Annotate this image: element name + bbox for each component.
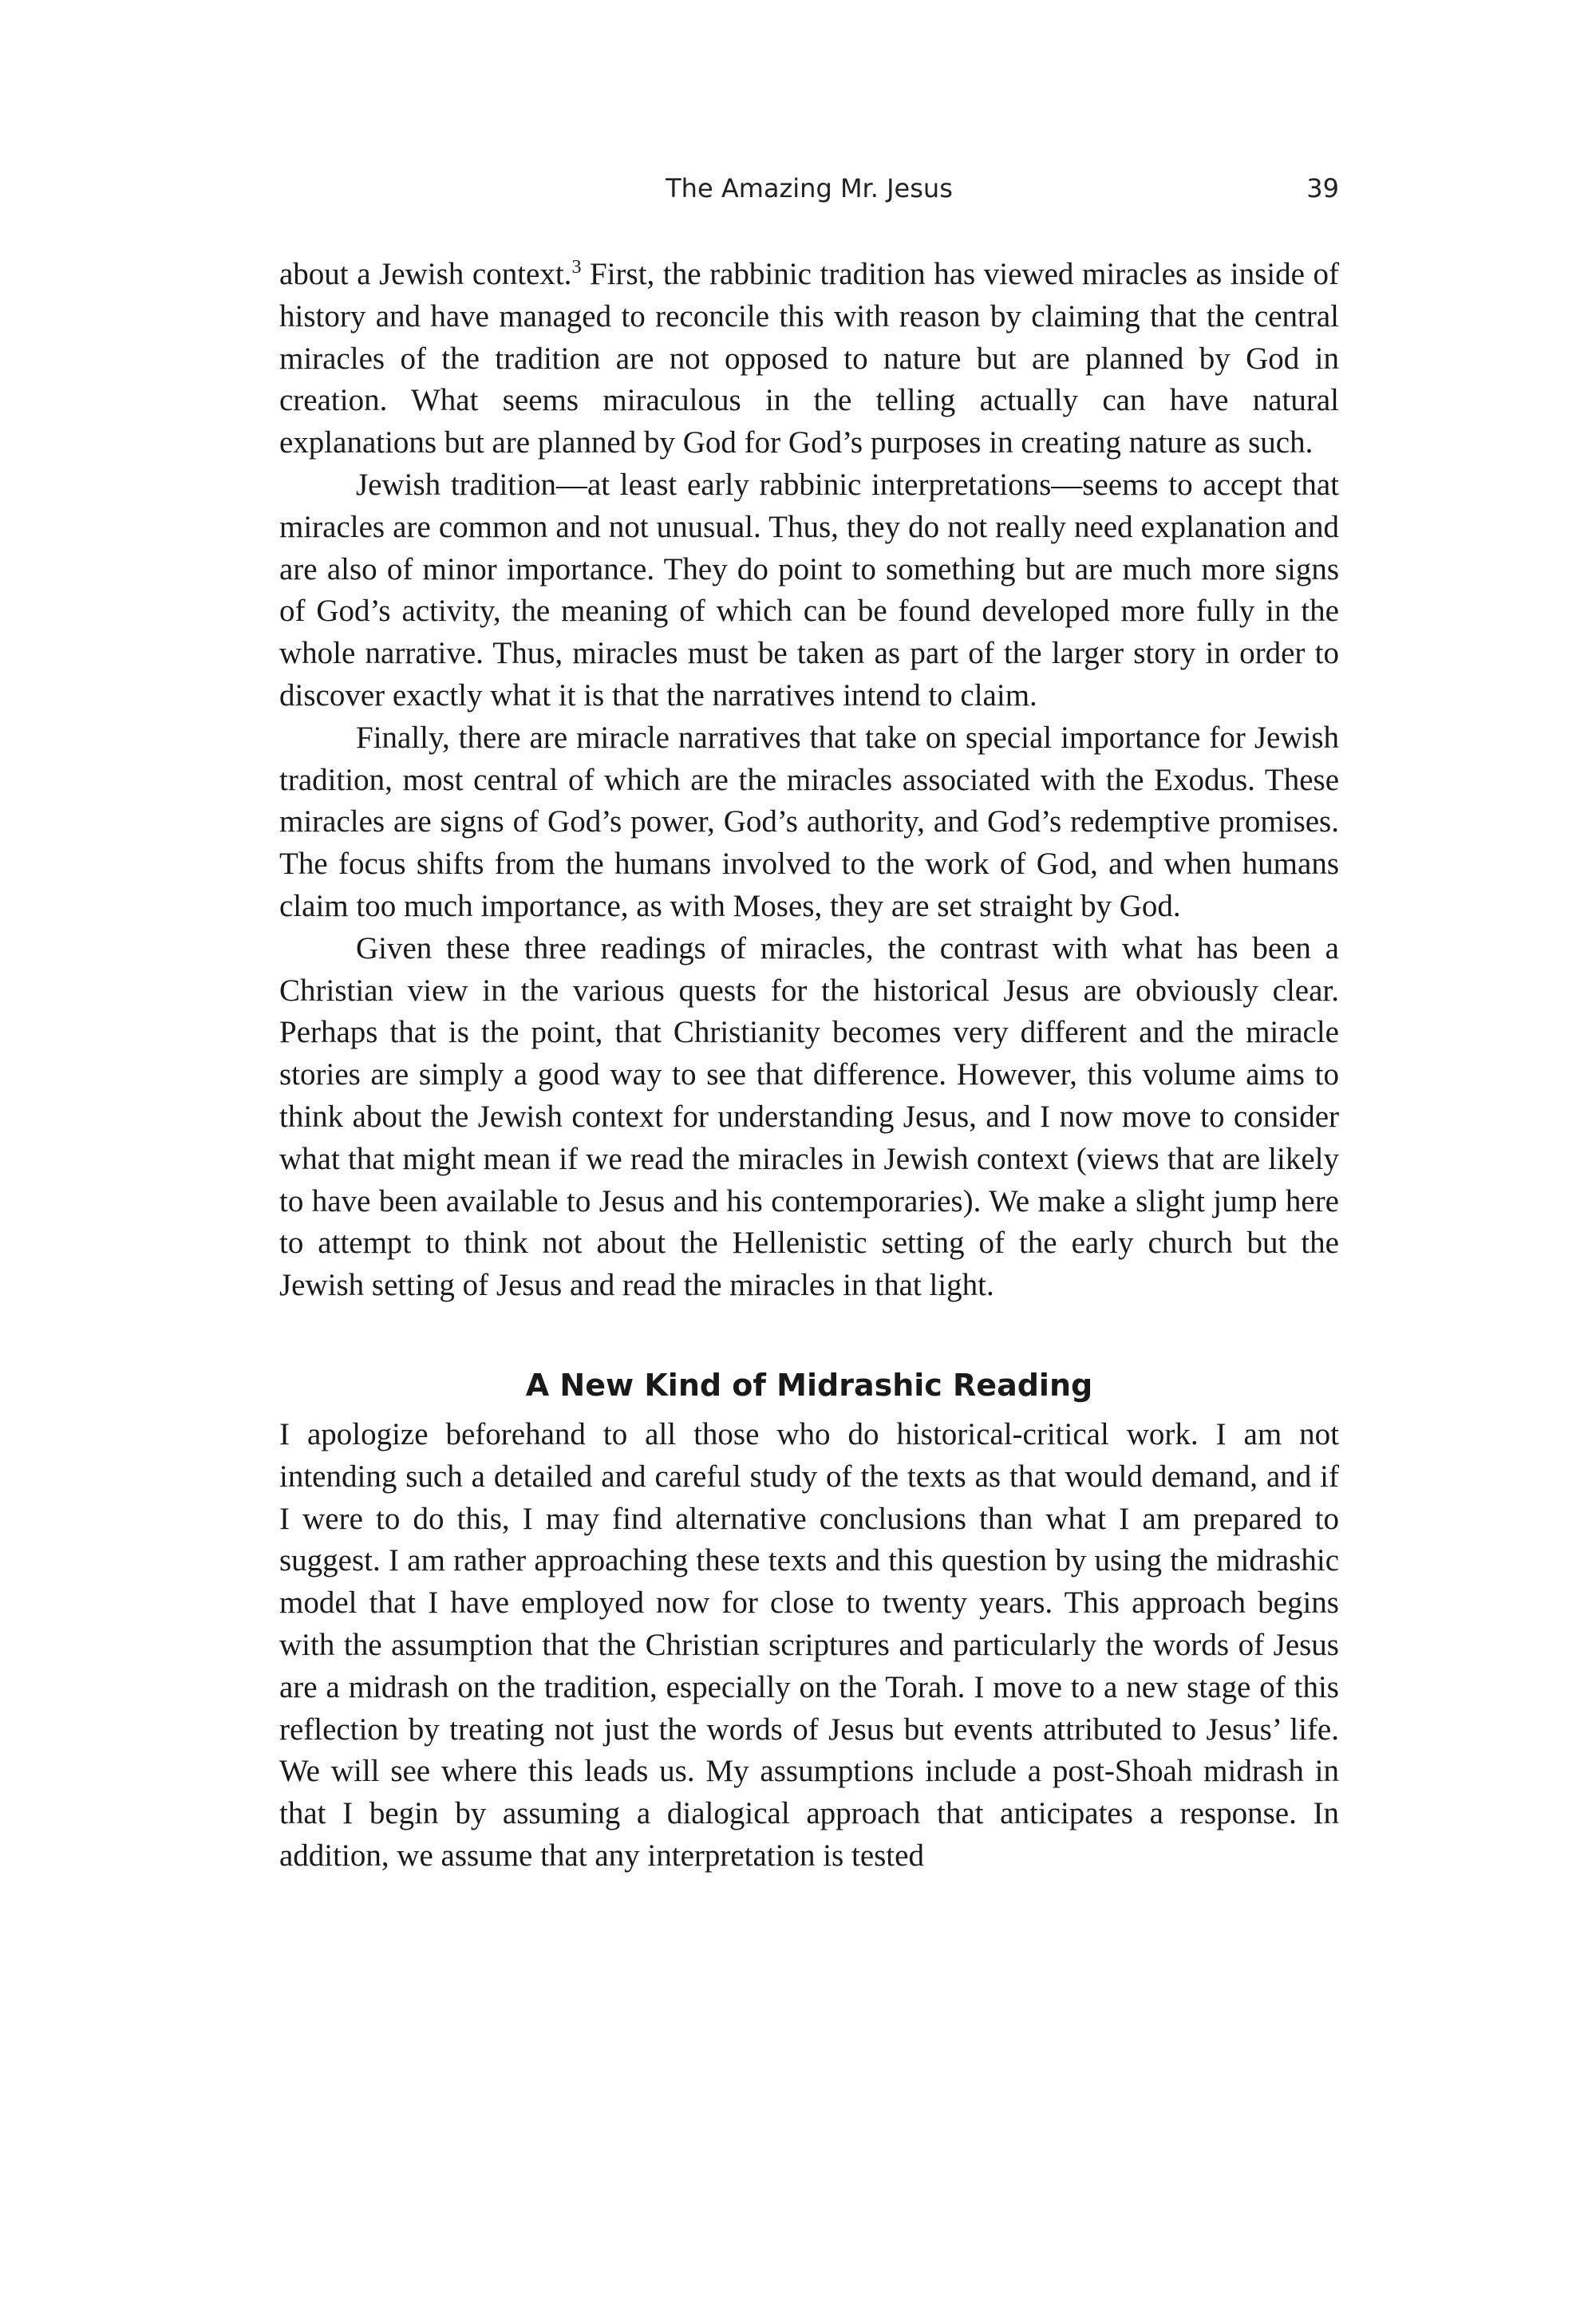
section-heading: A New Kind of Midrashic Reading — [525, 1367, 1093, 1403]
paragraph-2: Jewish tradition—at least early rabbinic interpretations—seems to accept that miracles are common and not unusual. Thus, they do not really need explanation and are also of minor importance. They do point to something but are much more signs of God’s activity, the meaning of which can be found developed more fully in the whole narrative. Thus, miracles must be taken as part of the larger story in order to discover exactly what it is that the narratives intend to claim. — [279, 467, 1339, 713]
page-number: 39 — [1306, 173, 1339, 203]
main-text — [279, 254, 1339, 1878]
running-header — [279, 166, 1339, 211]
paragraph-1 — [279, 254, 1339, 464]
footnote-reference: 3 — [571, 257, 582, 278]
paragraph-1-rest: First, the rabbinic tradition has viewed miracles as inside of history and have managed to reconcile this with reason by claiming that the central miracles of the tradition are not opposed to nature but are planned by God in creation. What seems miraculous in the telling actually can have natural explanations but are planned by God for God’s purposes in creating nature as such. — [279, 257, 1339, 460]
paragraph-3: Finally, there are miracle narratives that take on special importance for Jewish tradition, most central of which are the miracles associated with the Exodus. These miracles are signs of God’s power, God’s authority, and God’s redemptive promises. The focus shifts from the humans involved to the work of God, and when humans claim too much importance, as with Moses, they are set straight by God. — [279, 720, 1339, 923]
paragraph-4: Given these three readings of miracles, the contrast with what has been a Christian view in the various quests for the historical Jesus are obviously clear. Perhaps that is the point, that Christianity becomes very different and the miracle stories are simply a good way to see that difference. However, this volume aims to think about the Jewish context for understanding Jesus, and I now move to consider what that might mean if we read the miracles in Jewish context (views that are likely to have been available to Jesus and his contemporaries). We make a slight jump here to attempt to think not about the Hellenistic setting of the early church but the Jewish setting of Jesus and read the miracles in that light. — [279, 930, 1339, 1303]
paragraph-5: I apologize beforehand to all those who do historical-critical work. I am not intending such a detailed and careful study of the texts as that would demand, and if I were to do this, I may find alternative conclusions than what I am prepared to suggest. I am rather approaching these texts and this question by using the midrashic model that I have employed now for close to twenty years. This approach begins with the assumption that the Christian scriptures and particularly the words of Jesus are a midrash on the tradition, especially on the Torah. I move to a new stage of this reflection by treating not just the words of Jesus but events attributed to Jesus’ life. We will see where this leads us. My assumptions include a post-Shoah midrash in that I begin by assuming a dialogical approach that anticipates a response. In addition, we assume that any interpretation is tested — [279, 1416, 1339, 1873]
running-title: The Amazing Mr. Jesus — [666, 173, 953, 203]
paragraph-1-lead: about a Jewish context. — [279, 257, 572, 291]
